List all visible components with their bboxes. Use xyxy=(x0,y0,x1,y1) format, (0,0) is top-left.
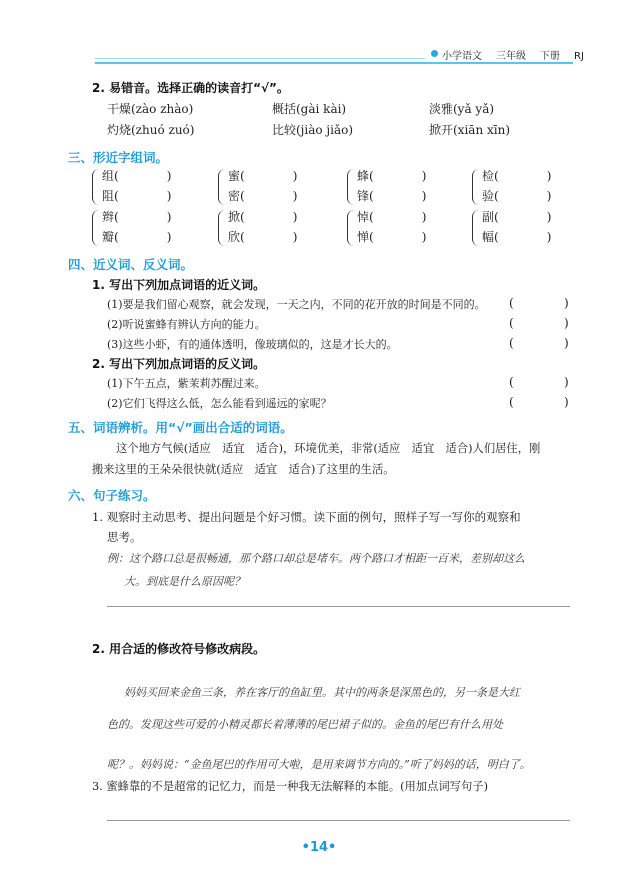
section-title: 四、近义词、反义词。 xyxy=(68,257,194,272)
header-grade: 三年级 xyxy=(496,51,526,62)
answer-close: ) xyxy=(564,395,569,409)
char-blank: 惮( xyxy=(357,230,374,244)
section-title: 三、形近字组词。 xyxy=(68,150,169,165)
header-rule xyxy=(95,62,573,64)
char-blank: 阻( xyxy=(102,189,119,203)
pinyin-item: 比较(jiào jiǎo) xyxy=(272,123,354,137)
header-term: 下册 xyxy=(540,51,560,62)
answer-line[interactable] xyxy=(107,820,570,821)
sentence: (2)听说蜜蜂有辨认方向的能力。 xyxy=(107,318,266,331)
char-group: 检( ) 验( ) xyxy=(472,167,582,207)
question-text: 1. 观察时主动思考、提出问题是个好习惯。读下面的例句，照样子写一写你的观察和 xyxy=(92,510,521,524)
sentence: (1)要是我们留心观察，就会发现，一天之内，不同的花开放的时间是不同的。 xyxy=(107,298,486,311)
answer-line[interactable] xyxy=(107,606,570,607)
answer-open: ( xyxy=(509,395,514,409)
char-group: 悼( ) 惮( ) xyxy=(347,208,457,248)
question-title: 2. 易错音。选择正确的读音打“√”。 xyxy=(92,81,289,95)
answer-close: ) xyxy=(564,296,569,310)
section-title: 六、句子练习。 xyxy=(68,488,156,503)
header-bullet-icon xyxy=(431,50,438,57)
answer-close: ) xyxy=(564,375,569,389)
paragraph-line: 搬来这里的王朵朵很快就(适应 适宜 适合)了这里的生活。 xyxy=(92,463,395,476)
char-blank: 瓣( xyxy=(102,230,119,244)
answer-open: ( xyxy=(509,316,514,330)
char-blank: 幅( xyxy=(482,230,499,244)
char-blank: 蜜( xyxy=(228,169,245,183)
pinyin-item: 灼烧(zhuó zuó) xyxy=(107,123,195,137)
char-group: 辫( ) 瓣( ) xyxy=(92,208,202,248)
pinyin-item: 掀开(xiān xīn) xyxy=(429,123,511,137)
question-title: 2. 用合适的修改符号修改病段。 xyxy=(92,642,266,656)
char-blank: 掀( xyxy=(228,210,245,224)
page-number: •14• xyxy=(301,840,337,855)
char-group: 蜜( ) 密( ) xyxy=(218,167,328,207)
char-blank: 密( xyxy=(228,189,245,203)
char-group: 组( ) 阻( ) xyxy=(92,167,202,207)
char-blank: 欣( xyxy=(228,230,245,244)
header-edition: RJ xyxy=(574,51,584,62)
char-group: 掀( ) 欣( ) xyxy=(218,208,328,248)
paragraph-line: 呢？。妈妈说：“金鱼尾巴的作用可大啦，是用来调节方向的。”听了妈妈的话，明白了。 xyxy=(107,758,531,771)
answer-close: ) xyxy=(564,336,569,350)
sentence: (2)它们飞得这么低，怎么能看到遥远的家呢？ xyxy=(107,397,332,410)
char-blank: 副( xyxy=(482,210,499,224)
paragraph-line: 色的。发现这些可爱的小精灵都长着薄薄的尾巴裙子似的。金鱼的尾巴有什么用处 xyxy=(107,718,503,731)
sentence: (3)这些小虾，有的通体透明，像玻璃似的，这是才长大的。 xyxy=(107,338,398,351)
char-blank: 验( xyxy=(482,189,499,203)
char-group: 蜂( ) 锋( ) xyxy=(347,167,457,207)
paragraph-line: 这个地方气候(适应 适宜 适合)，环境优美，非常(适应 适宜 适合)人们居住，刚 xyxy=(116,442,541,455)
answer-open: ( xyxy=(509,296,514,310)
header-info xyxy=(442,47,584,62)
section-title: 五、词语辨析。用“√”画出合适的词语。 xyxy=(68,420,293,435)
example-line: 大。到底是什么原因呢？ xyxy=(124,575,245,588)
answer-close: ) xyxy=(564,316,569,330)
header-subject: 小学语文 xyxy=(442,51,482,62)
question-text: 3. 蜜蜂靠的不是超常的记忆力，而是一种我无法解释的本能。(用加点词写句子) xyxy=(92,780,488,793)
paragraph-line: 妈妈买回来金鱼三条，养在客厅的鱼缸里。其中的两条是深黑色的，另一条是大红 xyxy=(124,686,520,699)
question-text: 思考。 xyxy=(107,530,142,544)
answer-open: ( xyxy=(509,375,514,389)
char-group: 副( ) 幅( ) xyxy=(472,208,582,248)
pinyin-item: 淡雅(yǎ yǎ) xyxy=(429,102,495,116)
char-blank: 检( xyxy=(482,169,499,183)
sentence: (1)下午五点，紫茉莉苏醒过来。 xyxy=(107,377,266,390)
char-blank: 辫( xyxy=(102,210,119,224)
pinyin-item: 概括(gài kài) xyxy=(272,102,347,116)
pinyin-item: 干燥(zào zhào) xyxy=(107,102,194,116)
question-title: 1. 写出下列加点词语的近义词。 xyxy=(92,278,266,292)
char-blank: 组( xyxy=(102,169,119,183)
char-blank: 蜂( xyxy=(357,169,374,183)
question-title: 2. 写出下列加点词语的反义词。 xyxy=(92,357,266,371)
char-blank: 锋( xyxy=(357,189,374,203)
char-blank: 悼( xyxy=(357,210,374,224)
answer-open: ( xyxy=(509,336,514,350)
example-line: 例：这个路口总是很畅通，那个路口却总是堵车。两个路口才相距一百米，差别却这么 xyxy=(107,552,525,565)
header-rule-thin xyxy=(95,58,425,59)
